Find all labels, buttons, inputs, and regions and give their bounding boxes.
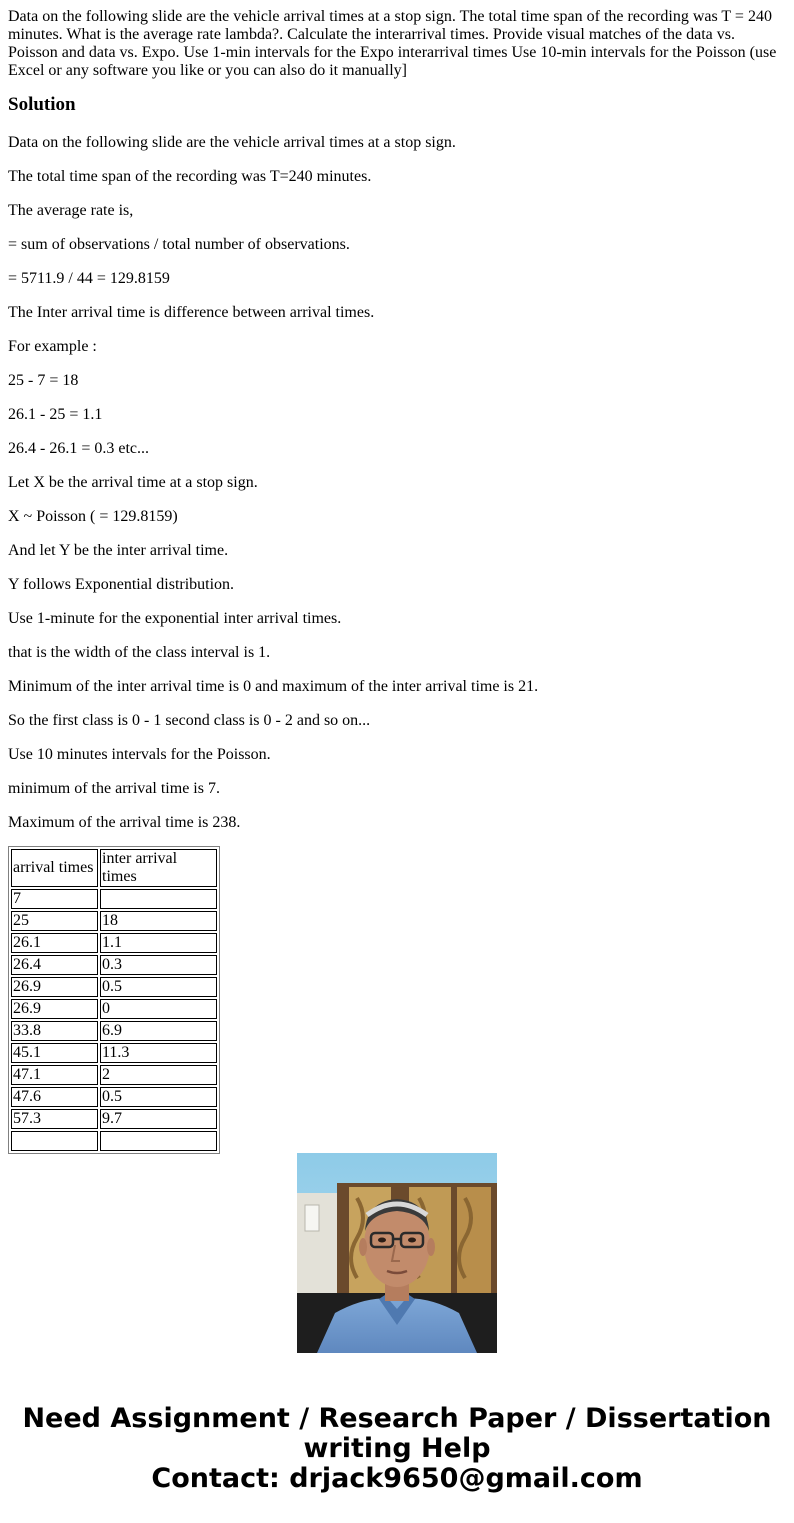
solution-line: 26.1 - 25 = 1.1	[8, 406, 103, 423]
table-row	[11, 1043, 217, 1063]
promo-contact: Contact: drjack9650@gmail.com	[151, 1463, 643, 1494]
table-row	[11, 977, 217, 997]
inter-arrival-time-cell: 6.9	[100, 1021, 217, 1041]
inter-arrival-time-cell: 1.1	[100, 933, 217, 953]
table-header-row	[11, 849, 217, 887]
inter-arrival-time-cell: 0.5	[100, 977, 217, 997]
arrival-time-cell: 7	[11, 889, 98, 909]
column-header-inter-arrival-times: inter arrival times	[100, 849, 217, 887]
table-row	[11, 1065, 217, 1085]
promo-line-2: writing Help	[303, 1433, 491, 1464]
promo-line-1: Need Assignment / Research Paper / Dissertation	[22, 1403, 772, 1434]
table-row	[11, 955, 217, 975]
solution-line: = sum of observations / total number of observations.	[8, 236, 350, 253]
table-row	[11, 999, 217, 1019]
solution-line: So the first class is 0 - 1 second class is 0 - 2 and so on...	[8, 712, 371, 729]
solution-line: And let Y be the inter arrival time.	[8, 542, 229, 559]
table-row-cutoff	[11, 1131, 217, 1151]
solution-line: X ~ Poisson ( = 129.8159)	[8, 508, 178, 525]
solution-line: Use 10 minutes intervals for the Poisson.	[8, 746, 271, 763]
inter-arrival-time-cell: 18	[100, 911, 217, 931]
solution-line: minimum of the arrival time is 7.	[8, 780, 220, 797]
solution-lines	[8, 134, 786, 832]
solution-line: The Inter arrival time is difference between arrival times.	[8, 304, 375, 321]
arrival-time-cell: 45.1	[11, 1043, 98, 1063]
arrival-time-cell: 26.4	[11, 955, 98, 975]
solution-line: 26.4 - 26.1 = 0.3 etc...	[8, 440, 149, 457]
table-row	[11, 933, 217, 953]
inter-arrival-time-cell: 11.3	[100, 1043, 217, 1063]
arrival-time-cell: 26.1	[11, 933, 98, 953]
solution-line: Y follows Exponential distribution.	[8, 576, 235, 593]
inter-arrival-time-cell	[100, 889, 217, 909]
inter-arrival-time-cell: 0.3	[100, 955, 217, 975]
table-row	[11, 911, 217, 931]
inter-arrival-time-cell: 0	[100, 999, 217, 1019]
solution-line: that is the width of the class interval is 1.	[8, 644, 271, 661]
inter-arrival-time-cell: 2	[100, 1065, 217, 1085]
solution-line: Use 1-minute for the exponential inter arrival times.	[8, 610, 342, 627]
solution-heading: Solution	[8, 94, 76, 115]
table-row	[11, 889, 217, 909]
solution-line: = 5711.9 / 44 = 129.8159	[8, 270, 170, 287]
table-row	[11, 1087, 217, 1107]
author-portrait-image	[297, 1153, 497, 1353]
arrival-time-cell: 26.9	[11, 999, 98, 1019]
table-row	[11, 1109, 217, 1129]
arrival-time-cell: 25	[11, 911, 98, 931]
solution-line: Minimum of the inter arrival time is 0 and maximum of the inter arrival time is 21.	[8, 678, 539, 695]
solution-line: Data on the following slide are the vehicle arrival times at a stop sign.	[8, 134, 456, 151]
solution-line: The total time span of the recording was T=240 minutes.	[8, 168, 372, 185]
inter-arrival-time-cell: 9.7	[100, 1109, 217, 1129]
solution-line: For example :	[8, 338, 97, 355]
arrival-time-cell: 47.6	[11, 1087, 98, 1107]
promo-banner	[0, 1404, 794, 1494]
inter-arrival-time-cell: 0.5	[100, 1087, 217, 1107]
solution-line: The average rate is,	[8, 202, 134, 219]
arrival-time-cell: 33.8	[11, 1021, 98, 1041]
question-text: Data on the following slide are the vehicle arrival times at a stop sign. The total time span of the recording was T = 240 minutes. What is the average rate lambda?. Calculate the interarrival times. Provide visual matches of the data vs. Poisson and data vs. Expo. Use 1-min intervals for the Expo interarrival times Use 10-min intervals for the Poisson (use Excel or any software you like or you can also do it manually]	[8, 8, 777, 79]
solution-line: 25 - 7 = 18	[8, 372, 79, 389]
solution-line: Let X be the arrival time at a stop sign.	[8, 474, 258, 491]
arrival-times-table	[8, 846, 220, 1154]
solution-line: Maximum of the arrival time is 238.	[8, 814, 241, 831]
author-photo	[297, 1153, 497, 1353]
table-row	[11, 1021, 217, 1041]
empty-cell	[100, 1131, 217, 1151]
empty-cell	[11, 1131, 98, 1151]
arrival-time-cell: 47.1	[11, 1065, 98, 1085]
arrival-time-cell: 26.9	[11, 977, 98, 997]
data-table-viewport	[8, 846, 786, 1127]
column-header-arrival-times: arrival times	[11, 849, 98, 887]
arrival-time-cell: 57.3	[11, 1109, 98, 1129]
